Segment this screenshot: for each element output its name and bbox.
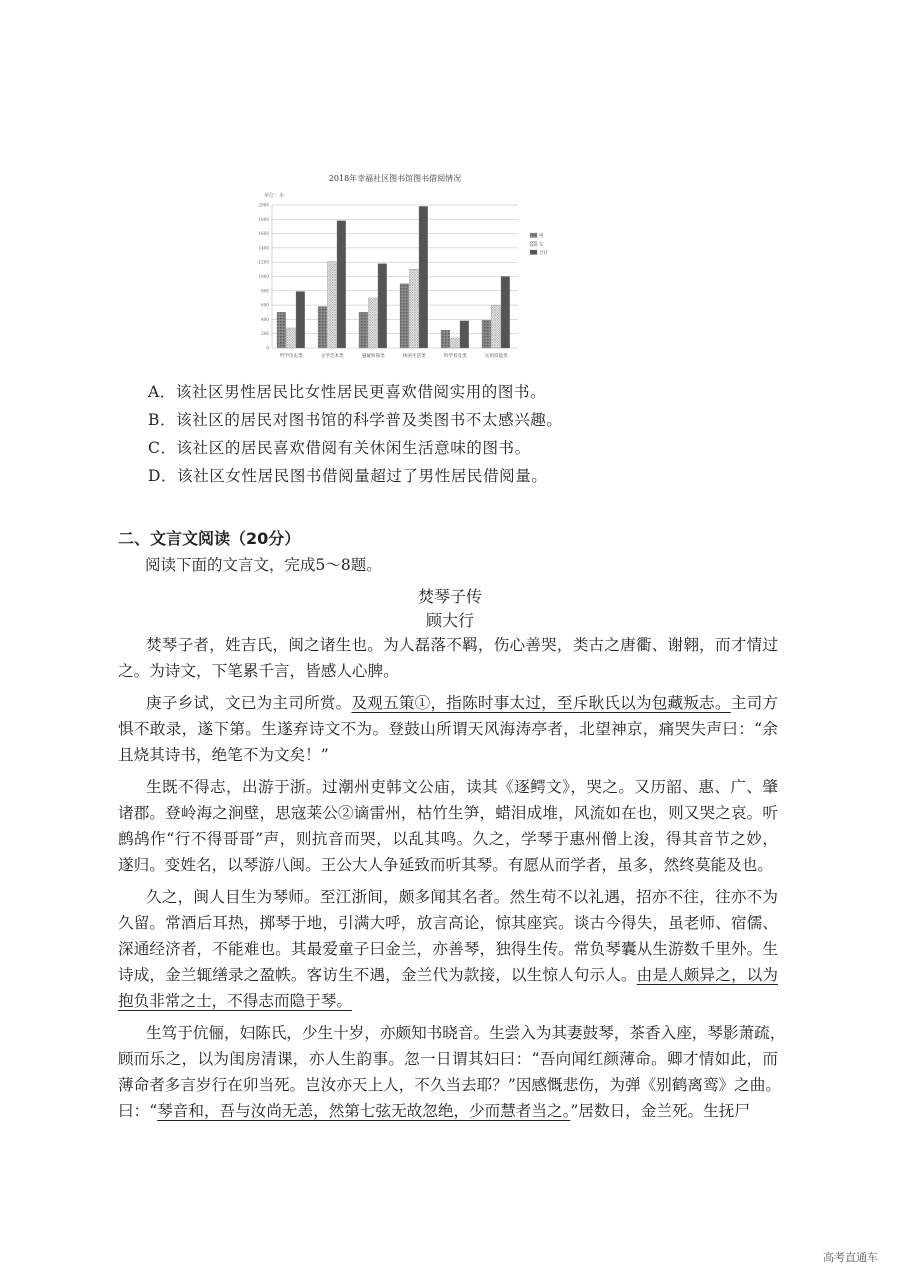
text-segment: 曰：“ xyxy=(118,1102,158,1120)
text-line xyxy=(118,1020,786,1046)
paragraph xyxy=(118,774,778,878)
text-segment: 主司方 xyxy=(730,694,778,712)
text-segment: 惧不敢录，遂下第。生遂弃诗文不为。登鼓山所谓天风海涛亭者，北望神京，痛哭失声曰：“余 xyxy=(118,720,778,738)
text-segment: 之。为诗文，下笔累千言，皆感人心脾。 xyxy=(118,662,399,680)
option-b: B．该社区的居民对图书馆的科学普及类图书不太感兴趣。 xyxy=(148,411,563,429)
text-segment: 薄命者多言岁行在卯当死。岂汝亦天上人，不久当去耶？”因感慨悲伤，为弹《别鹤离鸾》之曲。 xyxy=(118,1076,781,1094)
bar-合计-科学普及类 xyxy=(460,321,469,348)
y-tick-label: 200 xyxy=(261,331,269,337)
borrowing-bar-chart xyxy=(250,165,560,365)
x-tick-label: 哲学历史类 xyxy=(279,354,303,359)
section-heading: 二、文言文阅读（20分） xyxy=(118,529,301,548)
x-tick-label: 文学艺术类 xyxy=(320,354,344,359)
x-tick-label: 实用技能类 xyxy=(484,354,508,359)
bar-女-实用技能类 xyxy=(492,305,501,348)
bar-男-科学普及类 xyxy=(441,330,450,348)
bar-男-文学艺术类 xyxy=(318,307,327,348)
text-line xyxy=(118,800,778,826)
text-segment: 遂归。变姓名，以琴游八闽。王公大人争延致而听其琴。有愿从而学者，虽多，然终莫能及也。 xyxy=(118,856,773,874)
legend-label: 合计 xyxy=(539,251,548,256)
text-line xyxy=(118,1072,781,1098)
y-tick-label: 2000 xyxy=(258,202,269,208)
bar-女-休闲生活类 xyxy=(410,269,419,348)
y-tick-label: 400 xyxy=(261,316,269,322)
legend-swatch xyxy=(530,233,537,238)
passage-title: 焚琴子传 xyxy=(417,587,482,606)
text-segment: 久留。常酒后耳热，掷琴于地，引满大呼，放言高论，惊其座宾。谈古今得失，虽老师、宿儒、 xyxy=(118,914,778,932)
text-line xyxy=(118,852,778,878)
paragraph xyxy=(118,1020,786,1124)
bar-女-科学普及类 xyxy=(451,338,460,348)
bar-合计-悬疑侦探类 xyxy=(378,264,387,348)
text-line xyxy=(118,988,778,1014)
chart-title: 2018年幸福社区图书馆图书借阅情况 xyxy=(328,174,462,183)
bar-男-实用技能类 xyxy=(482,320,491,348)
underlined-text: 及观五策①，指陈时事太过，至斥耿氏以为包藏叛志。 xyxy=(351,694,731,712)
bar-男-悬疑侦探类 xyxy=(359,312,368,348)
y-tick-label: 1400 xyxy=(258,245,269,251)
bar-男-休闲生活类 xyxy=(400,284,409,348)
text-segment: 诗成，金兰辄缮录之盈帙。客访生不遇，金兰代为款接，以生惊人句示人。 xyxy=(118,966,637,984)
text-segment: 焚琴子者，姓吉氏，闽之诸生也。为人磊落不羁，伤心善哭，类古之唐衢、谢翱，而才情过 xyxy=(146,636,778,654)
y-axis-label: 单位：本 xyxy=(264,193,285,199)
paragraph xyxy=(118,690,778,768)
text-segment: 且烧其诗书，绝笔不为文矣！” xyxy=(118,746,329,764)
y-tick-label: 1600 xyxy=(258,231,269,237)
text-segment: 生笃于伉俪，妇陈氏，少生十岁，亦颇知书晓音。生尝入为其妻鼓琴，茶香入座，琴影萧疏， xyxy=(146,1024,786,1042)
legend-label: 女 xyxy=(539,242,544,248)
y-tick-label: 1800 xyxy=(258,216,269,222)
text-line xyxy=(118,716,778,742)
text-line xyxy=(118,742,778,768)
bar-男-哲学历史类 xyxy=(277,312,286,348)
paragraph xyxy=(118,632,778,684)
x-tick-label: 悬疑侦探类 xyxy=(361,354,385,359)
text-line xyxy=(118,962,778,988)
underlined-text: 由是人颇异之，以为 xyxy=(636,966,778,984)
text-segment: 生既不得志，出游于浙。过潮州吏韩文公庙，读其《逐鳄文》，哭之。又历韶、惠、广、肇 xyxy=(146,778,778,796)
legend-swatch xyxy=(530,250,537,255)
watermark-footer: 高考直通车 xyxy=(823,1251,878,1264)
text-line xyxy=(118,910,778,936)
passage-body xyxy=(118,632,786,1130)
option-a: A．该社区男性居民比女性居民更喜欢借阅实用的图书。 xyxy=(148,383,547,401)
text-segment: 诸郡。登岭海之涧壁，思寇莱公②谪雷州，枯竹生笋，蜡泪成堆，风流如在也，则又哭之哀。听 xyxy=(118,804,778,822)
legend-label: 男 xyxy=(539,234,544,239)
x-tick-label: 休闲生活类 xyxy=(402,354,426,359)
text-line xyxy=(118,884,778,910)
text-line xyxy=(118,936,778,962)
text-line xyxy=(118,1098,778,1124)
bar-合计-实用技能类 xyxy=(501,277,510,349)
text-line xyxy=(118,774,778,800)
text-line xyxy=(118,826,778,852)
text-segment: 庚子乡试，文已为主司所赏。 xyxy=(146,694,352,712)
text-segment: 鹧鸪作“行不得哥哥”声，则抗音而哭，以乱其鸣。久之，学琴于惠州僧上浚，得其音节之妙， xyxy=(118,830,778,848)
underlined-text: 琴音和，吾与汝尚无恙，然第七弦无故忽绝，少而慧者当之。 xyxy=(157,1102,571,1120)
bar-合计-哲学历史类 xyxy=(296,292,305,348)
paragraph xyxy=(118,884,778,1014)
section-intro: 阅读下面的文言文，完成5～8题。 xyxy=(145,556,382,574)
passage-author: 顾大行 xyxy=(425,611,474,630)
bar-合计-休闲生活类 xyxy=(419,206,428,348)
text-line xyxy=(118,690,778,716)
bar-女-哲学历史类 xyxy=(287,328,296,348)
y-tick-label: 600 xyxy=(261,302,269,308)
text-segment: 深通经济者，不能难也。其最爱童子曰金兰，亦善琴，独得生传。常负琴囊从生游数千里外。生 xyxy=(118,940,778,958)
text-segment: 顾而乐之，以为闺房清课，亦人生韵事。忽一日谓其妇曰：“吾向闻红颜薄命。卿才情如此，而 xyxy=(118,1050,778,1068)
bar-女-文学艺术类 xyxy=(328,261,337,348)
y-tick-label: 1000 xyxy=(258,274,269,279)
y-tick-label: 800 xyxy=(261,288,269,294)
text-line xyxy=(118,658,778,684)
text-line xyxy=(118,632,778,658)
option-c: C．该社区的居民喜欢借阅有关休闲生活意味的图书。 xyxy=(148,439,531,457)
legend-swatch xyxy=(530,242,537,247)
option-d: D．该社区女性居民图书借阅量超过了男性居民借阅量。 xyxy=(148,467,548,485)
x-tick-label: 科学普及类 xyxy=(443,354,467,359)
text-segment: 久之，闽人目生为琴师。至江浙间，颇多闻其名者。然生苟不以礼遇，招亦不往，往亦不为 xyxy=(146,888,778,906)
bar-女-悬疑侦探类 xyxy=(369,298,378,348)
text-segment: ”居数日，金兰死。生抚尸 xyxy=(570,1102,750,1120)
y-tick-label: 1200 xyxy=(258,259,269,265)
text-line xyxy=(118,1046,778,1072)
y-tick-label: 0 xyxy=(266,345,269,351)
bar-合计-文学艺术类 xyxy=(337,221,346,348)
underlined-text: 抱负非常之士，不得志而隐于琴。 xyxy=(118,992,352,1010)
